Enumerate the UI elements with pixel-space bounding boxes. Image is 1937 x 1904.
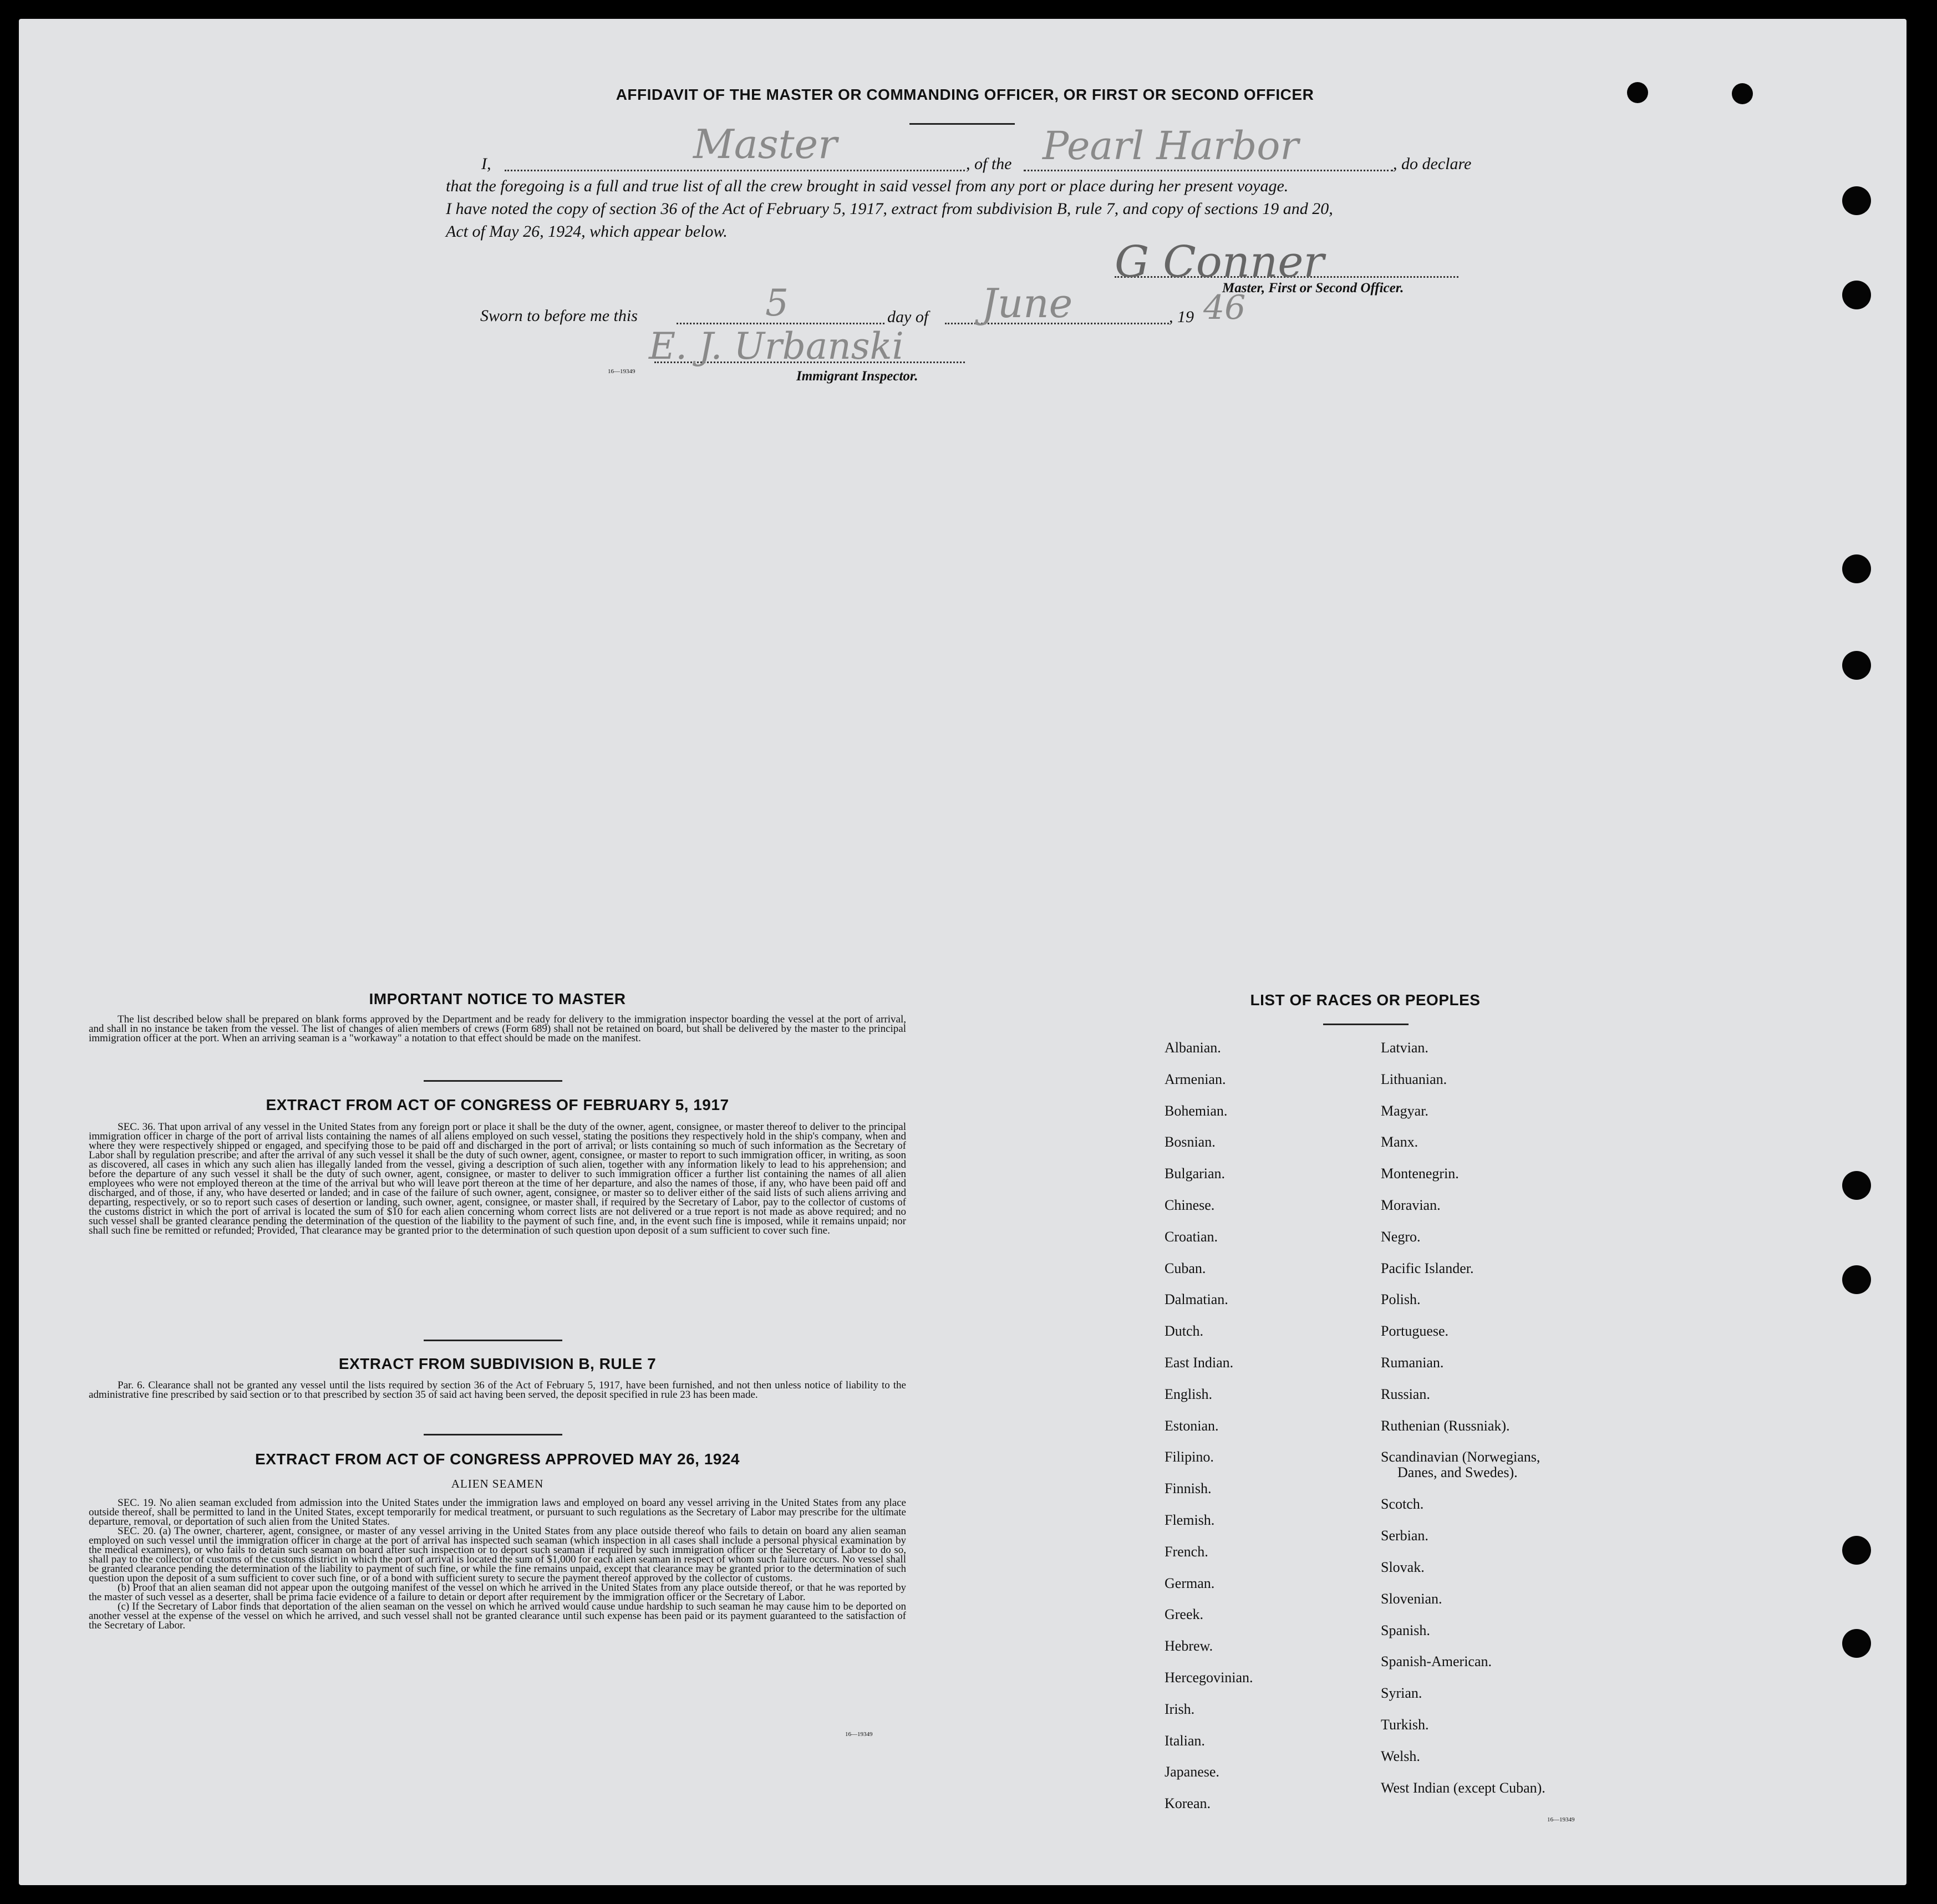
race-item: Latvian. — [1381, 1040, 1428, 1056]
race-item: Greek. — [1165, 1606, 1204, 1623]
affidavit-line-2: that the foregoing is a full and true list of all the crew brought in said vessel from any port or place during her present voyage. — [446, 177, 1289, 195]
rule-7-body: Par. 6. Clearance shall not be granted any vessel until the lists required by section 36 of the Act of February 5, 1917, have been furnished, and not then unless notice of liability to the administrative fine prescribed by said section or to that prescribed by section 35 of said act having been served, the deposit specified in rule 23 has been made. — [89, 1379, 906, 1401]
do-declare-label: , do declare — [1393, 155, 1472, 173]
sec-20a-text: SEC. 20. (a) The owner, charterer, agent, consignee, or master of any vessel arriving in the United States from any place outside thereof who fails to detain on board any alien seaman employed on such vessel until the immigration officer in charge at the port of arrival has inspected such seaman (which inspection in all cases shall include a personal physical examination by the medical examiners), or who fails to detain such seaman on board after such inspection or to deport such seaman if required by such immigration officer or the Secretary of Labor to do so, shall pay to the collector of customs of the customs district in which the port of arrival is located the sum of $1,000 for each alien seaman in respect of whom such failure occurs. No vessel shall be granted clearance pending the determination of the liability to payment of such fine, or while the fine remains unpaid, except that clearance may be granted prior to the determination of such question upon the deposit of a sum sufficient to cover such fine, or of a bond with sufficient surety to secure the payment thereof approved by the collector of customs. — [89, 1525, 906, 1584]
race-item: Scotch. — [1381, 1496, 1424, 1513]
race-item: Rumanian. — [1381, 1354, 1444, 1371]
sec-20b-text: (b) Proof that an alien seaman did not appear upon the outgoing manifest of the vessel on which he arrived in the United States from any place outside thereof, or that he was reported by the master of such vessel as a deserter, shall be prima facie evidence of a failure to detain or deport after requirement by the immigration officer or the Secretary of Labor. — [89, 1582, 906, 1603]
inspector-caption: Immigrant Inspector. — [796, 369, 918, 384]
race-item: Dalmatian. — [1165, 1291, 1228, 1308]
race-item: Hebrew. — [1165, 1638, 1213, 1654]
vessel-blank — [1024, 170, 1393, 171]
punch-hole — [1842, 554, 1871, 583]
race-item: Cuban. — [1165, 1260, 1206, 1276]
race-item: Armenian. — [1165, 1071, 1226, 1087]
races-column-1 — [1165, 1040, 1253, 1827]
affidavit-line-4: Act of May 26, 1924, which appear below. — [446, 222, 728, 241]
punch-hole — [1842, 1629, 1871, 1658]
day-of-label: day of — [887, 308, 929, 326]
punch-hole — [1842, 281, 1871, 309]
race-item: Russian. — [1381, 1386, 1430, 1402]
punch-hole — [1842, 186, 1871, 215]
of-the-label: , of the — [966, 155, 1012, 173]
punch-hole — [1842, 651, 1871, 680]
race-item: West Indian (except Cuban). — [1381, 1779, 1545, 1796]
affidavit-line-3: I have noted the copy of section 36 of the Act of February 5, 1917, extract from subdivision B, rule 7, and copy of sections 19 and 20, — [446, 200, 1333, 218]
race-item: Irish. — [1165, 1701, 1195, 1717]
race-item: Slovenian. — [1381, 1590, 1442, 1607]
race-item: Hercegovinian. — [1165, 1669, 1253, 1686]
race-item: French. — [1165, 1543, 1208, 1560]
race-item: Negro. — [1381, 1228, 1421, 1245]
name-blank — [505, 170, 965, 171]
race-item: Bosnian. — [1165, 1134, 1216, 1150]
races-column-2 — [1381, 1040, 1545, 1811]
punch-hole — [1732, 83, 1753, 104]
race-item: Filipino. — [1165, 1449, 1214, 1465]
race-item-text: Scandinavian (Norwegians, — [1381, 1449, 1541, 1465]
notice-body: The list described below shall be prepared on blank forms approved by the Department and be ready for delivery to the immigration inspector boarding the vessel at the port of arrival, and shall in no instance be taken from the vessel. The list of changes of alien members of crews (Form 689) shall not be retained on board, but shall be delivered by the master to the principal immigration officer at the port. When an arriving seaman is a "workaway" a notation to that effect should be made on the manifest. — [89, 1014, 906, 1044]
race-item: English. — [1165, 1386, 1212, 1402]
race-item-continuation: Danes, and Swedes). — [1397, 1464, 1518, 1481]
races-title: LIST OF RACES OR PEOPLES — [1250, 991, 1481, 1009]
act-1917-body: SEC. 36. That upon arrival of any vessel in the United States from any foreign port or place it shall be the duty of the owner, agent, consignee, or master thereof to deliver to the principal immigration officer in charge of the port of arrival lists containing the names of all aliens employed on such vessel, stating the positions they respectively hold in the ship's company, when and where they were respectively shipped or engaged, and specifying those to be paid off and discharged in the port of arrival; or lists containing so much of such information as the Secretary of Labor shall by regulation prescribe; and after the arrival of any such vessel it shall be the duty of such owner, agent, consignee, or master to report to such immigration officer, in writing, as soon as discovered, all cases in which any such alien has illegally landed from the vessel, giving a description of such alien, together with any information likely to lead to his apprehension; and before the departure of any such vessel it shall be the duty of such owner, agent, consignee, or master to deliver to such immigration officer a further list containing the names of all alien employees who were not employed thereon at the time of the arrival but who will leave port thereon at the time of her departure, and also the names of those, if any, who have been paid off and discharged, and of those, if any, who have deserted or landed; and in case of the failure of such owner, agent, consignee, or master so to deliver either of the said lists of such aliens arriving and departing, respectively, or so to report such cases of desertion or landing, such owner, agent, consignee, or master shall, if required by the Secretary of Labor, pay to the collector of customs of the customs district in which the port of arrival is located the sum of $10 for each alien concerning whom correct lists are not delivered or a true report is not made as above required; and no such vessel shall be granted clearance pending the determination of the question of the liability to the payment of such fine, and, in the event such fine is imposed, while it remains unpaid; nor shall such fine be remitted or refunded; Provided, That clearance may be granted prior to the determination of such question upon deposit of a sum sufficient to cover such fine. — [89, 1121, 906, 1236]
race-item: Syrian. — [1381, 1685, 1422, 1702]
race-item: Spanish-American. — [1381, 1653, 1492, 1670]
race-item: Croatian. — [1165, 1228, 1218, 1245]
notice-title: IMPORTANT NOTICE TO MASTER — [369, 990, 626, 1007]
month-handwriting: June — [982, 280, 1073, 327]
affidavit-i-label: I, — [481, 155, 491, 173]
race-item: Finnish. — [1165, 1480, 1212, 1497]
sec-20c-text: (c) If the Secretary of Labor finds that deportation of the alien seaman on the vessel on which he arrived would cause undue hardship to such seaman he may cause him to be deported on another vessel at the expense of the vessel on which he arrived, and such vessel shall not be granted clearance until such expense has been paid or its payment guaranteed to the satisfaction of the Secretary of Labor. — [89, 1601, 906, 1631]
race-item: Flemish. — [1165, 1511, 1215, 1528]
punch-hole — [1842, 1536, 1871, 1565]
race-item: Chinese. — [1165, 1197, 1215, 1213]
race-item: Portuguese. — [1381, 1323, 1449, 1340]
race-item: Montenegrin. — [1381, 1165, 1459, 1182]
race-item: Polish. — [1381, 1291, 1421, 1308]
punch-hole — [1627, 82, 1648, 103]
race-item: Japanese. — [1165, 1764, 1219, 1780]
punch-hole — [1842, 1265, 1871, 1294]
race-item: Welsh. — [1381, 1748, 1420, 1764]
race-item: Magyar. — [1381, 1102, 1428, 1119]
sworn-label: Sworn to before me this — [480, 307, 638, 325]
act-1924-body — [89, 1498, 906, 1630]
race-item: Slovak. — [1381, 1559, 1425, 1575]
officer-caption: Master, First or Second Officer. — [1222, 281, 1404, 296]
race-item: Estonian. — [1165, 1417, 1219, 1434]
race-item: Turkish. — [1381, 1716, 1429, 1733]
race-item: Moravian. — [1381, 1197, 1441, 1213]
form-number: 16—19349 — [1547, 1816, 1575, 1823]
divider — [1323, 1024, 1409, 1025]
day-handwriting: 5 — [765, 282, 789, 324]
race-item: Korean. — [1165, 1795, 1211, 1812]
rule-7-title: EXTRACT FROM SUBDIVISION B, RULE 7 — [338, 1355, 657, 1372]
form-number: 16—19349 — [608, 368, 636, 375]
sec-19-text: SEC. 19. No alien seaman excluded from admission into the United States under the immigration laws and employed on board any vessel arriving in the United States from any place outside thereof, shall be permitted to land in the United States, except temporarily for medical treatment, or pursuant to such regulations as the Secretary of Labor may prescribe for the ultimate departure, removal, or deportation of such alien from the United States. — [89, 1497, 906, 1528]
officer-signature: G Conner — [1115, 237, 1324, 287]
divider — [909, 123, 1015, 125]
race-item: Pacific Islander. — [1381, 1260, 1474, 1276]
race-item: Bulgarian. — [1165, 1165, 1226, 1182]
divider — [424, 1080, 562, 1082]
race-item — [1381, 1449, 1545, 1496]
act-1917-title: EXTRACT FROM ACT OF CONGRESS OF FEBRUARY 5, 1917 — [266, 1096, 729, 1113]
race-item: Spanish. — [1381, 1622, 1430, 1638]
race-item: Dutch. — [1165, 1323, 1204, 1340]
divider — [424, 1340, 562, 1341]
race-item: Serbian. — [1381, 1528, 1428, 1544]
race-item: East Indian. — [1165, 1354, 1234, 1371]
vessel-handwriting: Pearl Harbor — [1043, 123, 1299, 169]
race-item: Bohemian. — [1165, 1102, 1228, 1119]
act-1924-title: EXTRACT FROM ACT OF CONGRESS APPROVED MAY 26, 1924 — [255, 1450, 740, 1468]
race-item: Albanian. — [1165, 1040, 1221, 1056]
affidavit-title: AFFIDAVIT OF THE MASTER OR COMMANDING OFFICER, OR FIRST OR SECOND OFFICER — [616, 86, 1314, 103]
punch-hole — [1842, 1171, 1871, 1200]
race-item: German. — [1165, 1575, 1215, 1591]
race-item: Lithuanian. — [1381, 1071, 1447, 1087]
race-item: Manx. — [1381, 1134, 1419, 1150]
inspector-signature: E. J. Urbanski — [649, 325, 904, 368]
master-handwriting: Master — [693, 121, 837, 167]
race-item: Italian. — [1165, 1732, 1205, 1749]
alien-seamen-subtitle: ALIEN SEAMEN — [451, 1477, 544, 1490]
race-item: Ruthenian (Russniak). — [1381, 1417, 1510, 1434]
year-handwriting: 46 — [1203, 288, 1246, 327]
year-prefix: , 19 — [1169, 308, 1194, 326]
divider — [424, 1434, 562, 1435]
form-number: 16—19349 — [845, 1731, 873, 1738]
